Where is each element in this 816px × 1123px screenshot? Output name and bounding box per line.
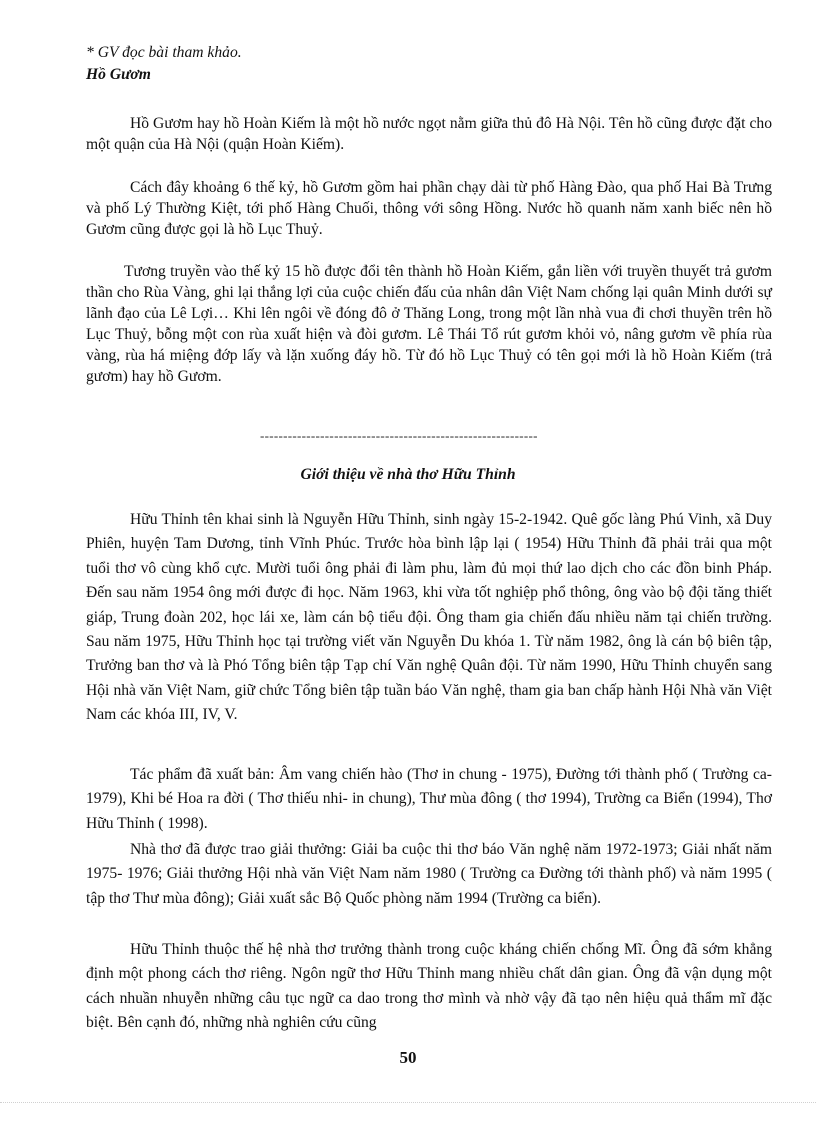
separator-line: ------------------------------------------------------------ <box>260 428 538 443</box>
bio-paragraph-1: Hữu Thỉnh tên khai sinh là Nguyễn Hữu Thỉnh, sinh ngày 15-2-1942. Quê gốc làng Phú Vinh, xã Duy Phiên, huyện Tam Dương, tỉnh Vĩnh Phúc. Trước hòa bình lập lại ( 1954) Hữu Thỉnh đã phải trải qua một tuổi thơ vô cùng khổ cực. Mười tuổi ông phải đi làm phu, làm đủ mọi thứ lao dịch cho các đồn binh Pháp. Đến sau năm 1954 ông mới được đi học. Năm 1963, khi vừa tốt nghiệp phổ thông, ông vào bộ đội tăng thiết giáp, Trung đoàn 202, học lái xe, làm cán bộ tiểu đội. Ông tham gia chiến đấu nhiều năm tại chiến trường. Sau năm 1975, Hữu Thỉnh học tại trường viết văn Nguyễn Du khóa 1. Từ năm 1982, ông là cán bộ biên tập, Trưởng ban thơ và là Phó Tổng biên tập Tạp chí Văn nghệ Quân đội. Từ năm 1990, Hữu Thỉnh chuyển sang Hội nhà văn Việt Nam, giữ chức Tổng biên tập tuần báo Văn nghệ, tham gia ban chấp hành Hội Nhà văn Việt Nam các khóa III, IV, V. <box>86 511 772 724</box>
paragraph-2: Cách đây khoảng 6 thế kỷ, hồ Gươm gồm hai phần chạy dài từ phố Hàng Đào, qua phố Hai Bà Trưng và phố Lý Thường Kiệt, tới phố Hàng Chuối, thông với sông Hồng. Nước hồ quanh năm xanh biếc nên hồ Gươm cũng được gọi là hồ Lục Thuỷ. <box>86 179 772 238</box>
page-number: 50 <box>399 1048 417 1067</box>
bio-paragraph-3: Nhà thơ đã được trao giải thưởng: Giải ba cuộc thi thơ báo Văn nghệ năm 1972-1973; Giải nhất năm 1975- 1976; Giải thưởng Hội nhà văn Việt Nam năm 1980 ( Trường ca Đường tới thành phố) và năm 1995 ( tập thơ Thư mùa đông); Giải xuất sắc Bộ Quốc phòng năm 1994 (Trường ca biển). <box>86 841 772 907</box>
paragraph-3: Tương truyền vào thế kỷ 15 hồ được đổi tên thành hồ Hoàn Kiếm, gắn liền với truyền thuyết trả gươm thần cho Rùa Vàng, ghi lại thắng lợi của cuộc chiến đấu của nhân dân Việt Nam chống lại quân Minh dưới sự lãnh đạo của Lê Lợi… Khi lên ngôi về đóng đô ở Thăng Long, trong một lần nhà vua đi chơi thuyền trên hồ Lục Thuỷ, bỗng một con rùa xuất hiện và đòi gươm. Lê Thái Tổ rút gươm khỏi vỏ, nâng gươm về phía rùa vàng, rùa há miệng đớp lấy và lặn xuống đáy hồ. Từ đó hồ Lục Thuỷ có tên gọi mới là hồ Hoàn Kiếm (trả gươm) hay hồ Gươm. <box>86 263 772 385</box>
bio-paragraph-4: Hữu Thỉnh thuộc thế hệ nhà thơ trưởng thành trong cuộc kháng chiến chống Mĩ. Ông đã sớm khẳng định một phong cách thơ riêng. Ngôn ngữ thơ Hữu Thỉnh mang nhiều chất dân gian. Ông đã vận dụng một cách nhuần nhuyễn những câu tục ngữ ca dao trong thơ mình và nhờ vậy đã tạo nên hiệu quả thẩm mĩ đặc biệt. Bên cạnh đó, những nhà nghiên cứu cũng <box>86 941 772 1032</box>
page-bottom-border <box>0 1102 816 1103</box>
teacher-note: * GV đọc bài tham khảo. <box>86 44 242 61</box>
section-title: Hồ Gươm <box>86 66 151 83</box>
paragraph-1: Hồ Gươm hay hồ Hoàn Kiếm là một hồ nước ngọt nằm giữa thủ đô Hà Nội. Tên hồ cũng được đặt cho một quận của Hà Nội (quận Hoàn Kiếm). <box>86 115 772 153</box>
bio-title: Giới thiệu về nhà thơ Hữu Thỉnh <box>300 466 516 483</box>
bio-paragraph-2: Tác phẩm đã xuất bản: Âm vang chiến hào (Thơ in chung - 1975), Đường tới thành phố ( Trường ca- 1979), Khi bé Hoa ra đời ( Thơ thiếu nhi- in chung), Thư mùa đông ( thơ 1994), Trường ca Biển (1994), Thơ Hữu Thỉnh ( 1998). <box>86 766 772 832</box>
